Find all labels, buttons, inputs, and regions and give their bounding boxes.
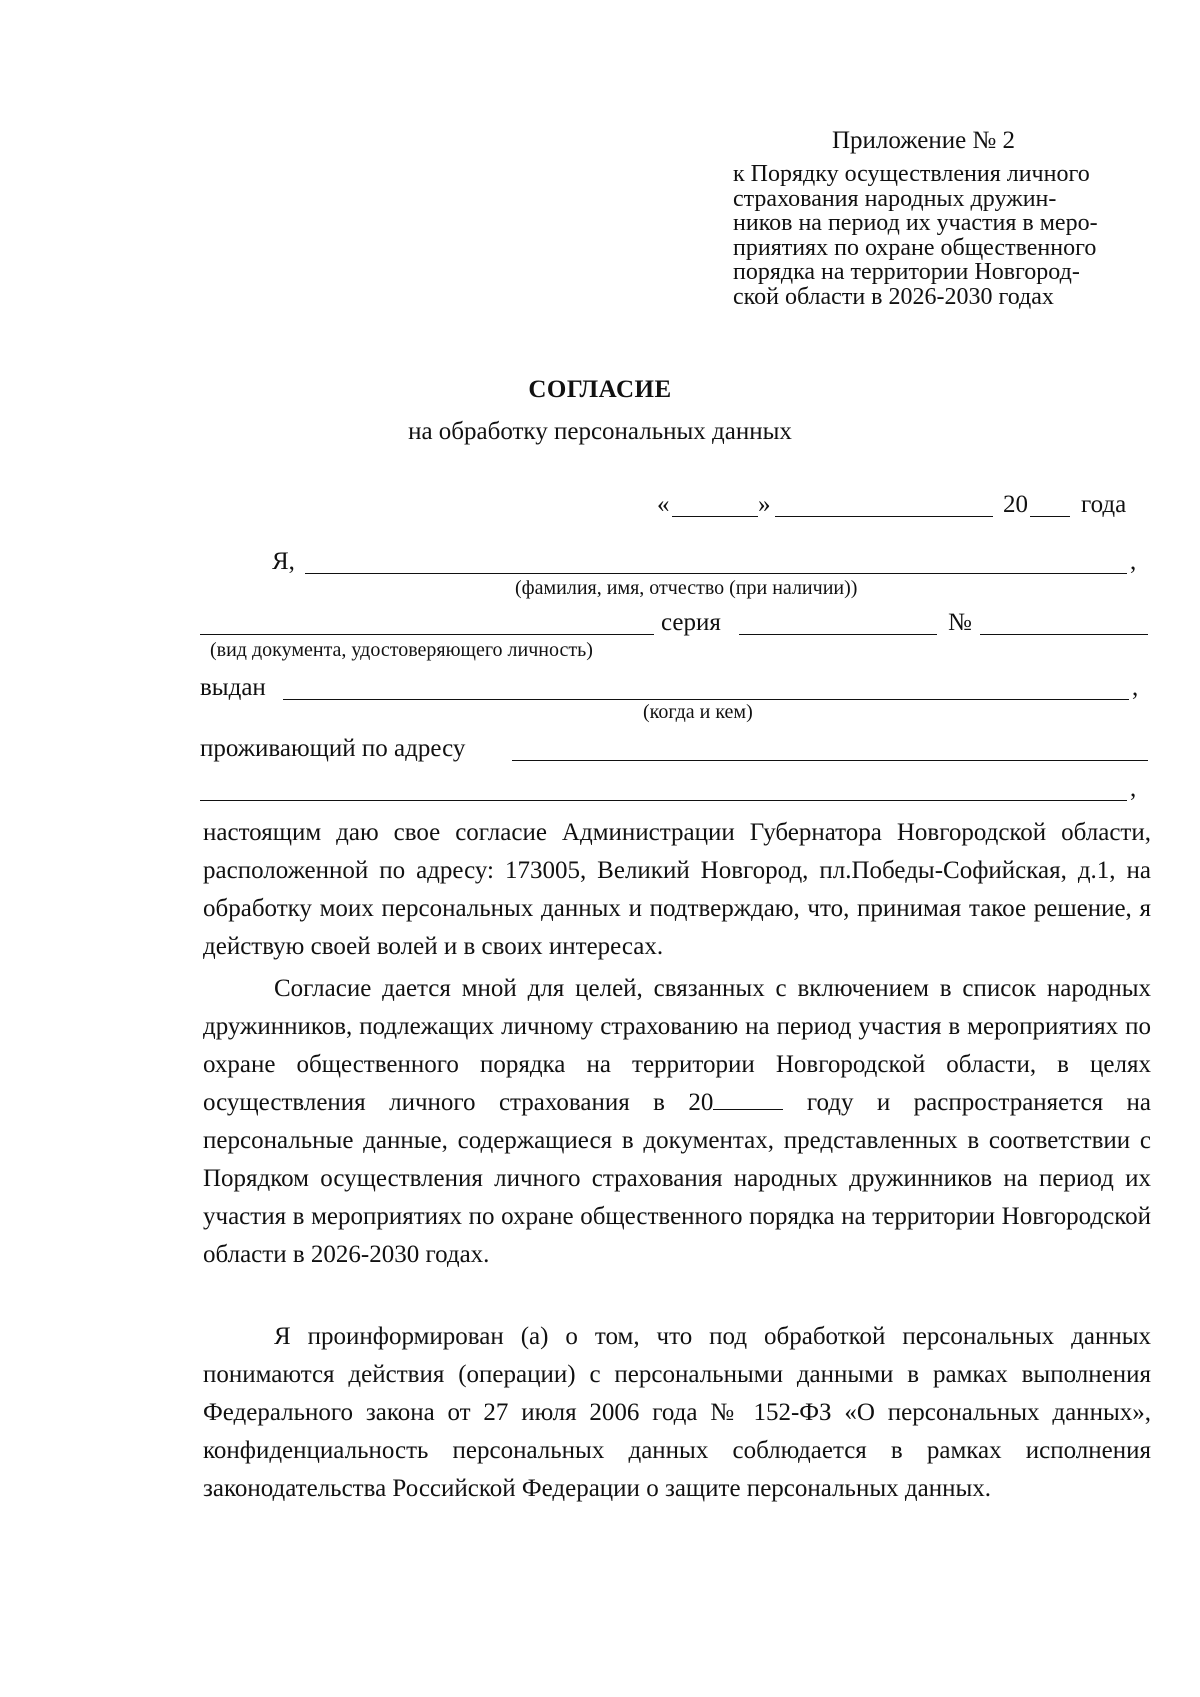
address-comma: ,: [1130, 775, 1137, 802]
month-field[interactable]: [775, 516, 993, 517]
year-prefix: 20: [1003, 491, 1028, 518]
date-close-quote: »: [758, 491, 771, 518]
purpose-text-end: году и распространяется на персональные данные, содержащиеся в документах, представленных в соответствии с Порядком осуществления личного страхования народных дружинников на период их участия в мероприятиях по охране общественного порядка на территории Новгородской области в 2026-2030 годах.: [203, 1089, 1151, 1268]
ya-label: Я,: [272, 548, 295, 575]
consent-text: настоящим даю свое согласие Администрации Губернатора Новгородской области, расположенной по адресу: 173005, Великий Новгород, пл.Победы-Софийская, д.1, на обработку моих персональных данных и подтверждаю, что, принимая такое решение, я действую своей волей и в своих интересах.: [203, 819, 1151, 960]
informed-text: Я проинформирован (а) о том, что под обработкой персональных данных понимаются действия (операции) с персональными данными в рамках выполнения Федерального закона от 27 июля 2006 года № 152-ФЗ «О персональных данных», конфиденциальность персональных данных соблюдается в рамках исполнения законодательства Российской Федерации о защите персональных данных.: [203, 1323, 1151, 1502]
year-field[interactable]: [1030, 516, 1070, 517]
fio-field[interactable]: [305, 573, 1127, 574]
document-type-field[interactable]: [200, 634, 654, 635]
issued-hint: (когда и кем): [643, 701, 753, 723]
address-label: проживающий по адресу: [200, 735, 466, 762]
fio-hint: (фамилия, имя, отчество (при наличии)): [515, 577, 858, 599]
day-field[interactable]: [672, 516, 758, 517]
appendix-line: порядка на территории Новгород-: [733, 259, 1080, 285]
document-subtitle: на обработку персональных данных: [408, 418, 792, 445]
appendix-line: страхования народных дружин-: [733, 185, 1057, 212]
appendix-title: Приложение № 2: [832, 127, 1016, 154]
document-hint: (вид документа, удостоверяющего личность): [210, 639, 593, 661]
purpose-text-start: Согласие дается мной для целей, связанных с включением в список народных дружинников, подлежащих личному страхованию на период участия в мероприятиях по охране общественного порядка на территории Новгородской области, в целях осуществления личного страхования в 20: [203, 975, 1151, 1116]
appendix-description: [733, 162, 1153, 309]
fio-comma: ,: [1130, 548, 1137, 575]
address-field-continued[interactable]: [200, 800, 1127, 801]
issued-comma: ,: [1132, 674, 1139, 701]
appendix-line: ников на период их участия в меро-: [733, 210, 1098, 236]
consent-paragraph: [203, 814, 1151, 966]
series-label: серия: [661, 609, 721, 636]
year-suffix: года: [1081, 491, 1127, 518]
number-field[interactable]: [980, 634, 1148, 635]
informed-paragraph: [203, 1318, 1151, 1508]
number-label: №: [948, 609, 972, 636]
issued-label: выдан: [200, 674, 266, 701]
address-field[interactable]: [512, 760, 1148, 761]
purpose-paragraph: [203, 970, 1151, 1274]
date-open-quote: «: [657, 491, 670, 518]
appendix-line: приятиях по охране общественного: [733, 234, 1097, 261]
series-field[interactable]: [739, 634, 937, 635]
insurance-year-field[interactable]: [713, 1089, 783, 1110]
document-title: СОГЛАСИЕ: [528, 376, 672, 403]
appendix-line: ской области в 2026-2030 годах: [733, 283, 1054, 310]
appendix-line: к Порядку осуществления личного: [733, 161, 1090, 187]
